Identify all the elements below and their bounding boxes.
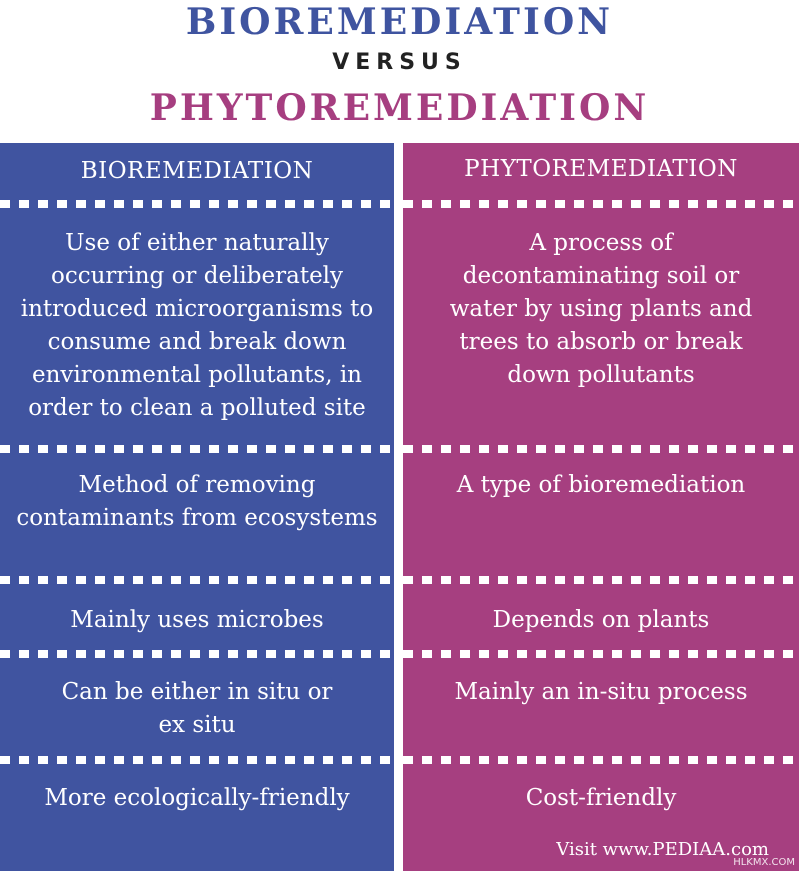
phytoremediation-column	[403, 143, 799, 871]
bio-row-method: Method of removing contaminants from ecosystems	[16, 472, 378, 531]
bio-row-uses: Mainly uses microbes	[70, 607, 324, 633]
versus-label: VERSUS	[332, 50, 467, 75]
row-divider	[403, 756, 799, 764]
row-divider	[403, 445, 799, 453]
phyto-row-depends: Depends on plants	[492, 607, 710, 633]
column-header-bioremediation: BIOREMEDIATION	[80, 158, 314, 184]
row-divider	[403, 200, 799, 208]
row-divider	[0, 756, 394, 764]
phyto-row-cost: Cost-friendly	[525, 785, 677, 811]
row-divider	[0, 200, 394, 208]
column-header-phytoremediation: PHYTOREMEDIATION	[464, 156, 738, 182]
main-title-phytoremediation: PHYTOREMEDIATION	[149, 87, 650, 129]
watermark: HLKMX.COM	[733, 857, 795, 868]
phyto-row-definition: A process of decontaminating soil or water by using plants and trees to absorb or break down pollutants	[449, 230, 753, 388]
row-divider	[0, 576, 394, 584]
footer-credit: Visit www.PEDIAA.com	[556, 839, 769, 860]
row-divider	[0, 650, 394, 658]
bio-row-definition: Use of either naturally occurring or deliberately introduced microorganisms to consume and break down environmental pollutants, in order to clean a polluted site	[20, 230, 374, 421]
bio-row-ecology: More ecologically-friendly	[44, 785, 350, 811]
row-divider	[0, 445, 394, 453]
bioremediation-column	[0, 143, 394, 871]
phyto-row-situ: Mainly an in-situ process	[454, 679, 748, 705]
bio-row-situ: Can be either in situ or ex situ	[61, 679, 333, 738]
row-divider	[403, 576, 799, 584]
main-title-bioremediation: BIOREMEDIATION	[185, 1, 614, 43]
phyto-row-type: A type of bioremediation	[456, 472, 746, 498]
row-divider	[403, 650, 799, 658]
